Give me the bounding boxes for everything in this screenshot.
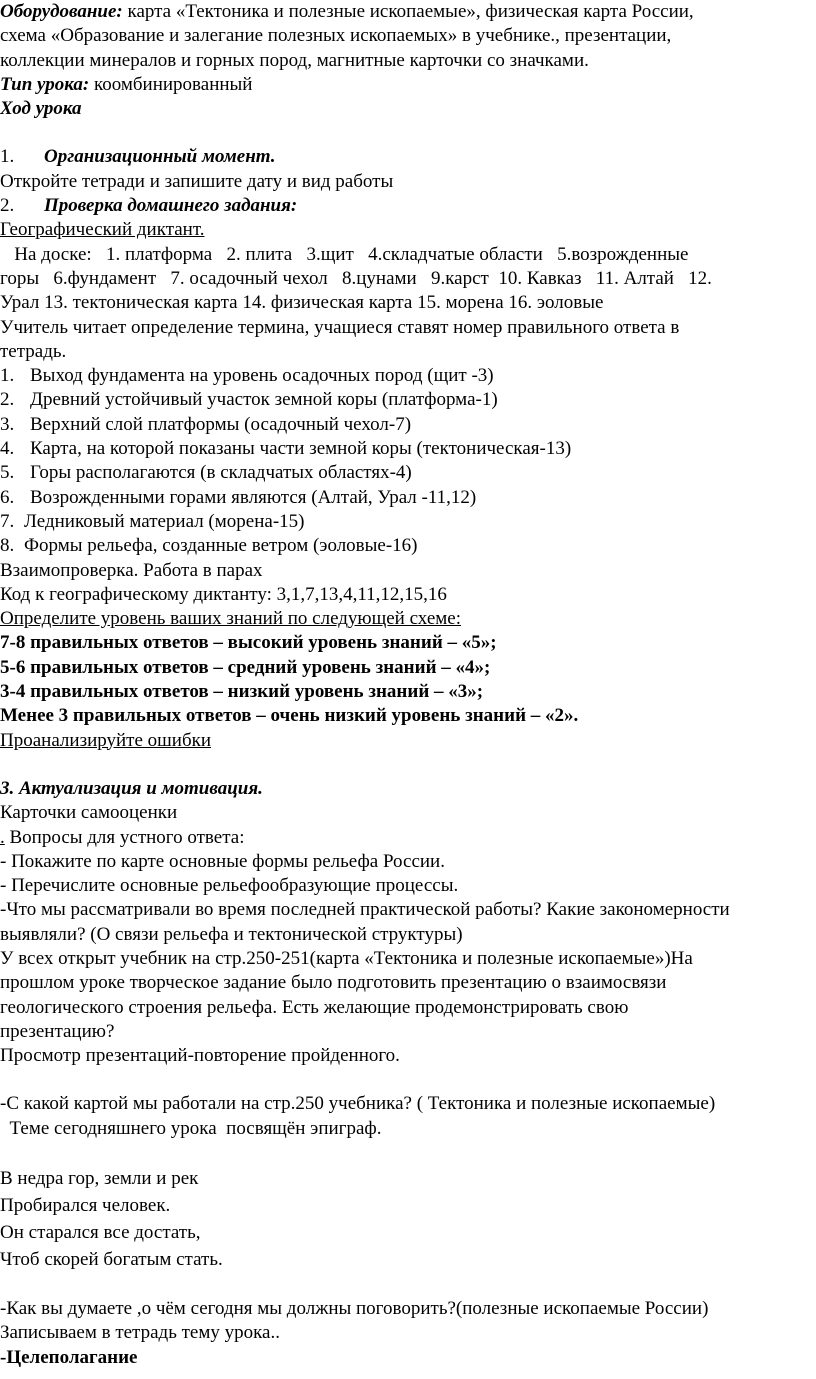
- question-number: 7.: [0, 510, 15, 532]
- section3-line: -Что мы рассматривали во время последней практической работы? Какие закономерности: [0, 899, 730, 921]
- grade-line: Менее 3 правильных ответов – очень низкий уровень знаний – «2».: [0, 705, 579, 727]
- equipment-line-1: [0, 0, 806, 24]
- question-item: [0, 486, 806, 510]
- lesson-type-value: коомбинированный: [89, 73, 253, 95]
- question-text: Ледниковый материал (морена-15): [24, 510, 305, 532]
- board-line-1: На доске: 1. платформа 2. плита 3.щит 4.складчатые области 5.возрожденные: [0, 243, 689, 265]
- question-text: Горы располагаются (в складчатых областях-4): [30, 462, 412, 484]
- question-item: [0, 364, 806, 388]
- goal-setting: -Целеполагание: [0, 1346, 138, 1368]
- question-item: [0, 437, 806, 461]
- question-number: 8.: [0, 535, 15, 557]
- section3-line: У всех открыт учебник на стр.250-251(карта «Тектоника и полезные ископаемые»)На: [0, 947, 693, 969]
- section3-line: Просмотр презентаций-повторение пройденного.: [0, 1045, 400, 1067]
- question-item: [0, 388, 806, 412]
- equipment-line-2: схема «Образование и залегание полезных ископаемых» в учебнике., презентации,: [0, 25, 672, 47]
- oral-questions-text: Вопросы для устного ответа:: [4, 826, 245, 848]
- section3-line: геологического строения рельефа. Есть желающие продемонстрировать свою: [0, 996, 629, 1018]
- lesson-type-label: Тип урока:: [0, 73, 90, 95]
- board-line-2: горы 6.фундамент 7. осадочный чехол 8.цунами 9.карст 10. Кавказ 11. Алтай 12.: [0, 267, 712, 289]
- section2-heading: [0, 194, 806, 218]
- question-number: 2.: [0, 389, 15, 411]
- question-number: 4.: [0, 438, 15, 460]
- epigraph-intro: Теме сегодняшнего урока посвящён эпиграф.: [0, 1117, 382, 1139]
- poem-line: Пробирался человек.: [0, 1195, 171, 1217]
- analyze-errors: Проанализируйте ошибки: [0, 729, 212, 751]
- lesson-type: [0, 73, 806, 97]
- equipment-label: Оборудование:: [0, 1, 123, 22]
- peer-check: Взаимопроверка. Работа в парах: [0, 559, 263, 581]
- section2-title: Проверка домашнего задания:: [44, 195, 298, 217]
- write-topic: Записываем в тетрадь тему урока..: [0, 1322, 280, 1344]
- question-text: Древний устойчивый участок земной коры (платформа-1): [30, 389, 498, 411]
- section3-title: 3. Актуализация и мотивация.: [0, 777, 263, 799]
- question-text: Выход фундамента на уровень осадочных пород (щит -3): [30, 365, 494, 387]
- grade-line: 5-6 правильных ответов – средний уровень знаний – «4»;: [0, 656, 491, 678]
- equipment-text: карта «Тектоника и полезные ископаемые», физическая карта России,: [122, 1, 694, 22]
- question-item: [0, 534, 806, 558]
- question-number: 5.: [0, 462, 15, 484]
- question-number: 3.: [0, 413, 15, 435]
- poem-line: Чтоб скорей богатым стать.: [0, 1249, 223, 1271]
- section1-heading: [0, 145, 806, 169]
- question-text: Карта, на которой показаны части земной коры (тектоническая-13): [30, 438, 572, 460]
- question-number: 6.: [0, 486, 15, 508]
- question-item: [0, 461, 806, 485]
- grade-line: 3-4 правильных ответов – низкий уровень знаний – «3»;: [0, 681, 484, 703]
- self-assessment-cards: Карточки самооценки: [0, 802, 178, 824]
- section3-line: - Перечислите основные рельефообразующие процессы.: [0, 875, 459, 897]
- dictation-title: Географический диктант.: [0, 219, 205, 241]
- map-question: -С какой картой мы работали на стр.250 учебника? ( Тектоника и полезные ископаемые): [0, 1093, 716, 1115]
- section3-line: - Покажите по карте основные формы рельефа России.: [0, 850, 445, 872]
- question-text: Возрожденными горами являются (Алтай, Урал -11,12): [30, 486, 477, 508]
- question-text: Формы рельефа, созданные ветром (эоловые-16): [24, 535, 418, 557]
- poem-line: В недра гор, земли и рек: [0, 1168, 199, 1190]
- section3-line: прошлом уроке творческое задание было подготовить презентацию о взаимосвязи: [0, 972, 667, 994]
- oral-questions-dot: .: [0, 826, 5, 848]
- section1-title: Организационный момент.: [44, 146, 276, 168]
- poem-line: Он старался все достать,: [0, 1222, 201, 1244]
- topic-question: -Как вы думаете ,о чём сегодня мы должны поговорить?(полезные ископаемые России): [0, 1298, 709, 1320]
- grade-line: 7-8 правильных ответов – высокий уровень знаний – «5»;: [0, 632, 497, 654]
- section3-line: выявляли? (О связи рельефа и тектонической структуры): [0, 923, 463, 945]
- equipment-line-3: коллекции минералов и горных пород, магнитные карточки со значками.: [0, 49, 589, 71]
- question-item: [0, 510, 806, 534]
- question-item: [0, 413, 806, 437]
- answer-key: Код к географическому диктанту: 3,1,7,13,4,11,12,15,16: [0, 583, 447, 605]
- section2-number: 2.: [0, 195, 15, 217]
- section1-text: Откройте тетради и запишите дату и вид работы: [0, 170, 394, 192]
- section3-line: презентацию?: [0, 1020, 115, 1042]
- scheme-title: Определите уровень ваших знаний по следующей схеме:: [0, 608, 461, 630]
- board-line-3: Урал 13. тектоническая карта 14. физическая карта 15. морена 16. эоловые: [0, 292, 604, 314]
- teacher-line-2: тетрадь.: [0, 340, 67, 362]
- oral-questions-intro: [0, 826, 806, 850]
- question-number: 1.: [0, 365, 15, 387]
- question-text: Верхний слой платформы (осадочный чехол-7): [30, 413, 412, 435]
- section1-number: 1.: [0, 146, 15, 168]
- teacher-line-1: Учитель читает определение термина, учащиеся ставят номер правильного ответа в: [0, 316, 680, 338]
- course-heading: Ход урока: [0, 98, 82, 120]
